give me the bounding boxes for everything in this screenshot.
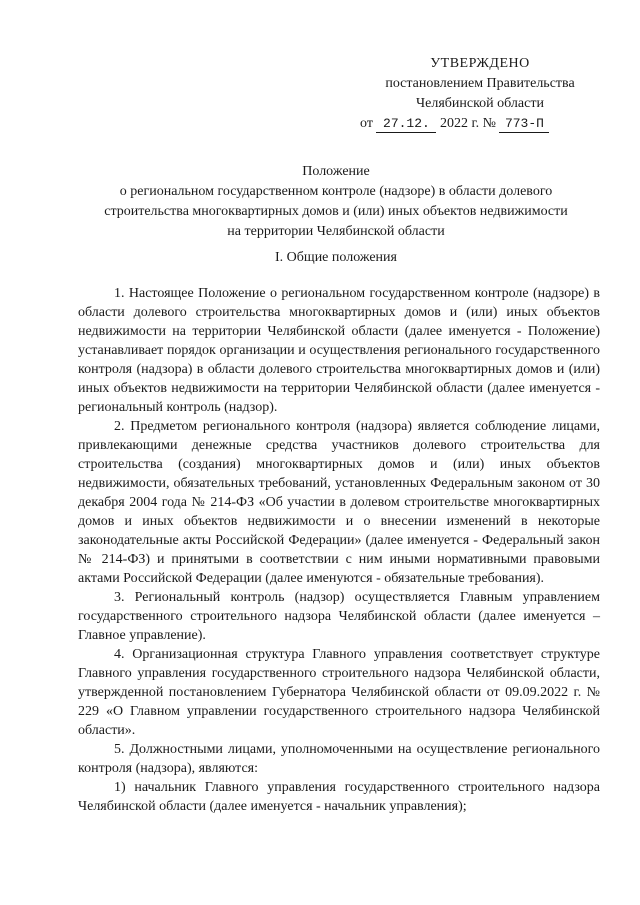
section-heading: I. Общие положения xyxy=(275,250,397,265)
approval-date-line xyxy=(360,114,600,134)
title-line-3: строительства многоквартирных домов и (или) иных объектов недвижимости xyxy=(104,204,568,219)
approval-number: 773-П xyxy=(499,116,549,133)
document-title xyxy=(72,162,600,242)
paragraph-4: 4. Организационная структура Главного управления соответствует структуре Главного управления государственного строительного надзора Челябинской области, утвержденной постановлением Губернатора Челябинской области от 09.09.2022 г. № 229 «О Главном управлении государственного строительного надзора Челябинской области». xyxy=(78,647,600,738)
approval-year: 2022 г. № xyxy=(439,116,496,131)
approved-heading: УТВЕРЖДЕНО xyxy=(430,56,530,71)
approval-date: 27.12. xyxy=(376,116,436,133)
paragraph-1: 1. Настоящее Положение о региональном государственном контроле (надзоре) в области долевого строительства многоквартирных домов и (или) иных объектов недвижимости на территории Челябинской области (далее именуется - Положение) устанавливает порядок организации и осуществления регионального государственного контроля (надзора) в области долевого строительства многоквартирных домов и (или) иных объектов недвижимости на территории Челябинской области (далее именуется - региональный контроль (надзор). xyxy=(78,286,600,415)
paragraph-3: 3. Региональный контроль (надзор) осуществляется Главным управлением государственного строительного надзора Челябинской области (далее именуется – Главное управление). xyxy=(78,590,600,643)
date-prefix: от xyxy=(360,116,373,131)
title-line-4: на территории Челябинской области xyxy=(227,224,445,239)
title-line-1: Положение xyxy=(302,164,370,179)
paragraph-2: 2. Предметом регионального контроля (надзора) является соблюдение лицами, привлекающими денежные средства участников долевого строительства для строительства (создания) многоквартирных домов и (или) иных объектов недвижимости, обязательных требований, установленных Федеральным законом от 30 декабря 2004 года № 214-ФЗ «Об участии в долевом строительстве многоквартирных домов и иных объектов недвижимости и о внесении изменений в некоторые законодательные акты Российской Федерации» (далее именуется - Федеральный закон № 214-ФЗ) и принятыми в соответствии с ним иными нормативными правовыми актами Российской Федерации (далее именуются - обязательные требования). xyxy=(78,419,600,586)
paragraph-5: 5. Должностными лицами, уполномоченными на осуществление регионального контроля (надзора), являются: xyxy=(78,742,600,776)
title-line-2: о региональном государственном контроле (надзоре) в области долевого xyxy=(119,184,553,199)
approval-line-1: постановлением Правительства xyxy=(385,76,575,91)
paragraph-6: 1) начальник Главного управления государственного строительного надзора Челябинской области (далее именуется - начальник управления); xyxy=(78,780,600,814)
approval-line-2: Челябинской области xyxy=(416,96,544,111)
approval-stamp xyxy=(360,54,600,134)
document-body xyxy=(78,284,600,816)
